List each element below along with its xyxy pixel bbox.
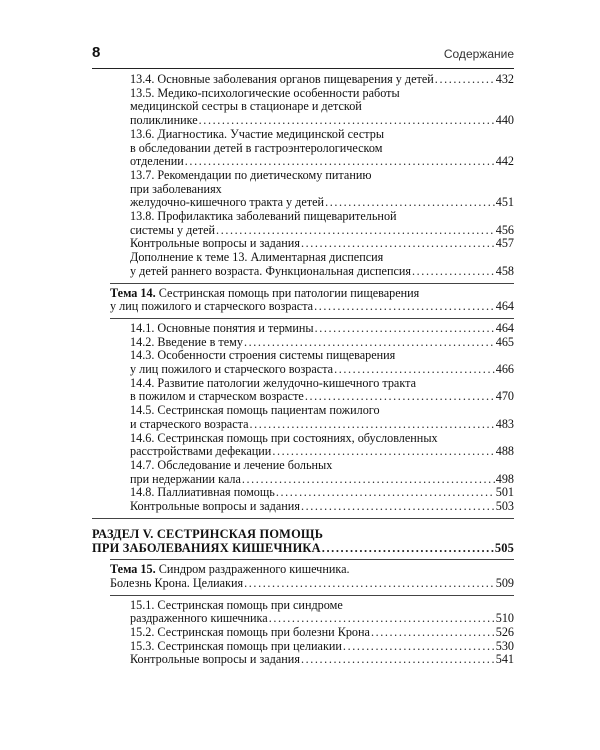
toc-entry-text: 13.4. Основные заболевания органов пищеварения у детей	[130, 72, 434, 86]
leader-dots	[435, 73, 495, 87]
leader-dots	[244, 577, 495, 591]
topic-number: Тема 15.	[110, 562, 156, 577]
toc-entry[interactable]	[92, 528, 514, 555]
toc-entry-text: Тема 15. Синдром раздраженного кишечника.	[110, 562, 350, 577]
toc-page-number: 526	[495, 625, 514, 640]
toc-entry[interactable]	[92, 251, 514, 278]
toc-entry-text: при недержании кала	[130, 471, 241, 486]
leader-dots	[412, 265, 495, 279]
toc-page-number: 464	[495, 299, 514, 314]
toc-page-number: 465	[495, 334, 514, 349]
leader-dots	[276, 486, 495, 500]
toc-page-number: 442	[495, 154, 514, 169]
page-header	[92, 44, 514, 66]
toc-entry[interactable]	[92, 432, 514, 459]
divider	[110, 595, 514, 596]
leader-dots	[185, 155, 495, 169]
leader-dots	[242, 473, 495, 487]
leader-dots	[314, 300, 495, 314]
toc-entry-text: у детей раннего возраста. Функциональная диспепсия	[130, 263, 412, 278]
toc-entry-text: 14.5. Сестринская помощь пациентам пожилого	[130, 403, 380, 418]
leader-dots	[315, 322, 495, 336]
toc-block-topic-13	[92, 73, 514, 279]
toc-page-number: 498	[495, 471, 514, 486]
toc-page-number: 510	[495, 611, 514, 626]
toc-entry-text: 13.5. Медико-психологические особенности работы	[130, 85, 400, 100]
toc-entry-text: 14.2. Введение в тему	[130, 334, 243, 349]
toc-entry-text: Дополнение к теме 13. Алиментарная диспепсия	[130, 250, 384, 265]
leader-dots	[343, 640, 495, 654]
toc-entry-text: системы у детей	[130, 222, 216, 237]
page-number: 8	[92, 44, 101, 61]
toc-entry-text: РАЗДЕЛ V. СЕСТРИНСКАЯ ПОМОЩЬ	[92, 526, 324, 541]
toc-entry-text: 14.3. Особенности строения системы пищеварения	[130, 348, 396, 363]
leader-dots	[371, 626, 495, 640]
toc-page-number: 440	[495, 113, 514, 128]
toc-entry-text: отделении	[130, 154, 184, 169]
toc-entry-text: медицинской сестры в стационаре и детской	[130, 99, 362, 114]
toc-entry[interactable]	[92, 459, 514, 486]
toc-entry-text: 15.3. Сестринская помощь при целиакии	[130, 638, 342, 653]
header-rule	[92, 68, 514, 69]
toc-page-number: 457	[495, 236, 514, 251]
toc-entry[interactable]	[110, 287, 514, 314]
toc-entry[interactable]	[92, 486, 514, 500]
toc-entry-text: у лиц пожилого и старческого возраста	[110, 299, 314, 314]
toc-entry-text: при заболеваниях	[130, 181, 222, 196]
toc-page-number: 451	[495, 195, 514, 210]
toc-entry-text: в пожилом и старческом возрасте	[130, 389, 304, 404]
toc-entry[interactable]	[92, 128, 514, 169]
toc-entry-text: Болезнь Крона. Целиакия	[110, 575, 244, 590]
toc-entry-text: и старческого возраста	[130, 416, 249, 431]
toc-entry[interactable]	[110, 563, 514, 590]
toc-entry-text: 15.1. Сестринская помощь при синдроме	[130, 597, 343, 612]
toc-page-number: 488	[495, 444, 514, 459]
toc-entry[interactable]	[92, 322, 514, 336]
toc-page-number: 501	[495, 485, 514, 500]
toc-page-number: 483	[495, 416, 514, 431]
leader-dots	[334, 363, 495, 377]
toc-entry[interactable]	[92, 169, 514, 210]
toc-part-5	[92, 528, 514, 555]
toc-page-number: 530	[495, 638, 514, 653]
toc-entry-text: поликлинике	[130, 113, 198, 128]
toc-page-number: 466	[495, 362, 514, 377]
leader-dots	[216, 224, 495, 238]
toc-page-number: 458	[495, 263, 514, 278]
toc-page-number: 505	[494, 540, 514, 555]
toc-entry[interactable]	[92, 653, 514, 667]
toc-entry-text: раздраженного кишечника	[130, 611, 268, 626]
toc-block-topic-15	[92, 599, 514, 668]
toc-entry[interactable]	[92, 640, 514, 654]
divider	[110, 318, 514, 319]
toc-page-number: 464	[495, 320, 514, 335]
leader-dots	[305, 390, 495, 404]
toc-entry[interactable]	[92, 349, 514, 376]
divider	[110, 559, 514, 560]
leader-dots	[250, 418, 495, 432]
toc-page-number: 503	[495, 499, 514, 514]
toc-entry-text: 13.6. Диагностика. Участие медицинской сестры	[130, 126, 385, 141]
toc-entry[interactable]	[92, 210, 514, 237]
toc-entry[interactable]	[92, 237, 514, 251]
divider	[92, 518, 514, 519]
leader-dots	[322, 542, 494, 556]
toc-entry[interactable]	[92, 599, 514, 626]
leader-dots	[272, 445, 494, 459]
leader-dots	[325, 196, 495, 210]
toc-entry-text: 14.1. Основные понятия и термины	[130, 320, 314, 335]
leader-dots	[199, 114, 495, 128]
leader-dots	[301, 237, 495, 251]
toc-page-number: 432	[495, 72, 514, 86]
running-section-title: Содержание	[443, 47, 514, 61]
leader-dots	[301, 500, 495, 514]
table-of-contents	[92, 73, 514, 667]
toc-entry-text: в обследовании детей в гастроэнтерологическом	[130, 140, 383, 155]
toc-entry-text: 13.8. Профилактика заболеваний пищеварительной	[130, 209, 397, 224]
leader-dots	[269, 612, 495, 626]
toc-entry-text: желудочно-кишечного тракта у детей	[130, 195, 325, 210]
toc-entry[interactable]	[92, 404, 514, 431]
toc-entry-text: 15.2. Сестринская помощь при болезни Крона	[130, 625, 370, 640]
divider	[110, 283, 514, 284]
toc-entry-text: Контрольные вопросы и задания	[130, 499, 300, 514]
toc-page-number: 470	[495, 389, 514, 404]
toc-entry-text: 14.8. Паллиативная помощь	[130, 485, 275, 500]
toc-page-number: 541	[495, 652, 514, 667]
toc-entry-text: 14.6. Сестринская помощь при состояниях, обусловленных	[130, 430, 438, 445]
toc-entry-text: 14.4. Развитие патологии желудочно-кишечного тракта	[130, 375, 416, 390]
toc-entry[interactable]	[92, 73, 514, 87]
toc-page-number: 456	[495, 222, 514, 237]
toc-topic-15	[92, 563, 514, 590]
toc-page-number: 509	[495, 575, 514, 590]
toc-entry-text: 13.7. Рекомендации по диетическому питанию	[130, 167, 372, 182]
toc-entry[interactable]	[92, 500, 514, 514]
toc-entry[interactable]	[92, 626, 514, 640]
toc-entry-text: Контрольные вопросы и задания	[130, 652, 300, 667]
toc-entry[interactable]	[92, 336, 514, 350]
toc-entry-text: ПРИ ЗАБОЛЕВАНИЯХ КИШЕЧНИКА	[92, 540, 321, 555]
toc-entry-text: у лиц пожилого и старческого возраста	[130, 362, 334, 377]
topic-number: Тема 14.	[110, 285, 156, 300]
toc-entry[interactable]	[92, 87, 514, 128]
toc-entry[interactable]	[92, 377, 514, 404]
toc-entry-text: 14.7. Обследование и лечение больных	[130, 457, 333, 472]
leader-dots	[301, 653, 495, 667]
toc-topic-14	[92, 287, 514, 314]
toc-entry-text: Контрольные вопросы и задания	[130, 236, 300, 251]
leader-dots	[244, 336, 495, 350]
toc-entry-text: расстройствами дефекации	[130, 444, 272, 459]
toc-entry-text: Тема 14. Сестринская помощь при патологии пищеварения	[110, 285, 420, 300]
toc-block-topic-14	[92, 322, 514, 514]
